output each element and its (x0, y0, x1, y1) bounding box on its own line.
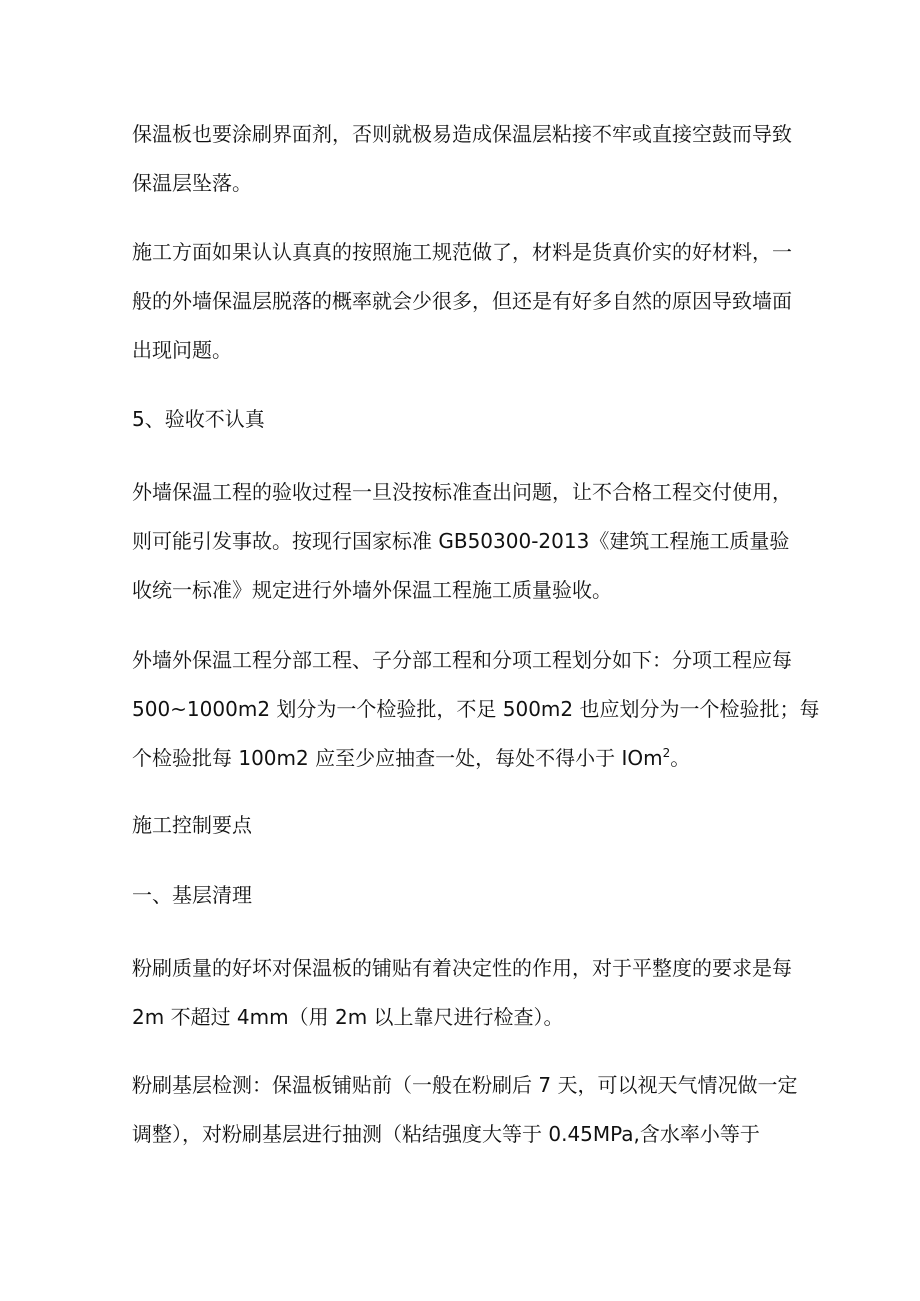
text-line-last (132, 734, 812, 783)
text-line: 般的外墙保温层脱落的概率就会少很多，但还是有好多自然的原因导致墙面 (132, 289, 792, 313)
text-line: 保温层坠落。 (132, 171, 252, 195)
heading-base-cleaning: 一、基层清理 (132, 883, 252, 907)
text-line: 调整），对粉刷基层进行抽测（粘结强度大等于 0.45MPa,含水率小等于 (132, 1122, 760, 1146)
text-line: 粉刷基层检测：保温板铺贴前（一般在粉刷后 7 天，可以视天气情况做一定 (132, 1073, 798, 1097)
text-line: 施工方面如果认认真真的按照施工规范做了，材料是货真价实的好材料，一 (132, 240, 792, 264)
section-heading-acceptance: 5、验收不认真 (132, 407, 265, 431)
paragraph-insulation-interface-agent (132, 110, 812, 208)
paragraph-inspection-batches (132, 636, 820, 783)
text-line: 外墙外保温工程分部工程、子分部工程和分项工程划分如下：分项工程应每 (132, 648, 792, 672)
text-line: 出现问题。 (132, 338, 232, 362)
text-line: 500~1000m2 划分为一个检验批，不足 500m2 也应划分为一个检验批；每 (132, 697, 820, 721)
paragraph-construction-standards (132, 228, 812, 375)
text-line: 则可能引发事故。按现行国家标准 GB50300-2013《建筑工程施工质量验 (132, 529, 790, 553)
text-line: 收统一标准》规定进行外墙外保温工程施工质量验收。 (132, 578, 612, 602)
text-line: 粉刷质量的好坏对保温板的铺贴有着决定性的作用，对于平整度的要求是每 (132, 956, 792, 980)
text-fragment: 。 (670, 746, 691, 770)
text-fragment: 个检验批每 100m2 应至少应抽查一处，每处不得小于 IOm (132, 746, 663, 770)
paragraph-acceptance-process (132, 468, 812, 615)
text-line: 2m 不超过 4mm（用 2m 以上靠尺进行检查）。 (132, 1005, 564, 1029)
text-line: 外墙保温工程的验收过程一旦没按标准查出问题，让不合格工程交付使用， (132, 480, 792, 504)
paragraph-plaster-quality (132, 944, 812, 1042)
paragraph-plaster-base-inspection (132, 1061, 812, 1159)
text-line: 保温板也要涂刷界面剂，否则就极易造成保温层粘接不牢或直接空鼓而导致 (132, 122, 792, 146)
heading-construction-control-points: 施工控制要点 (132, 813, 252, 837)
superscript: 2 (662, 746, 671, 760)
